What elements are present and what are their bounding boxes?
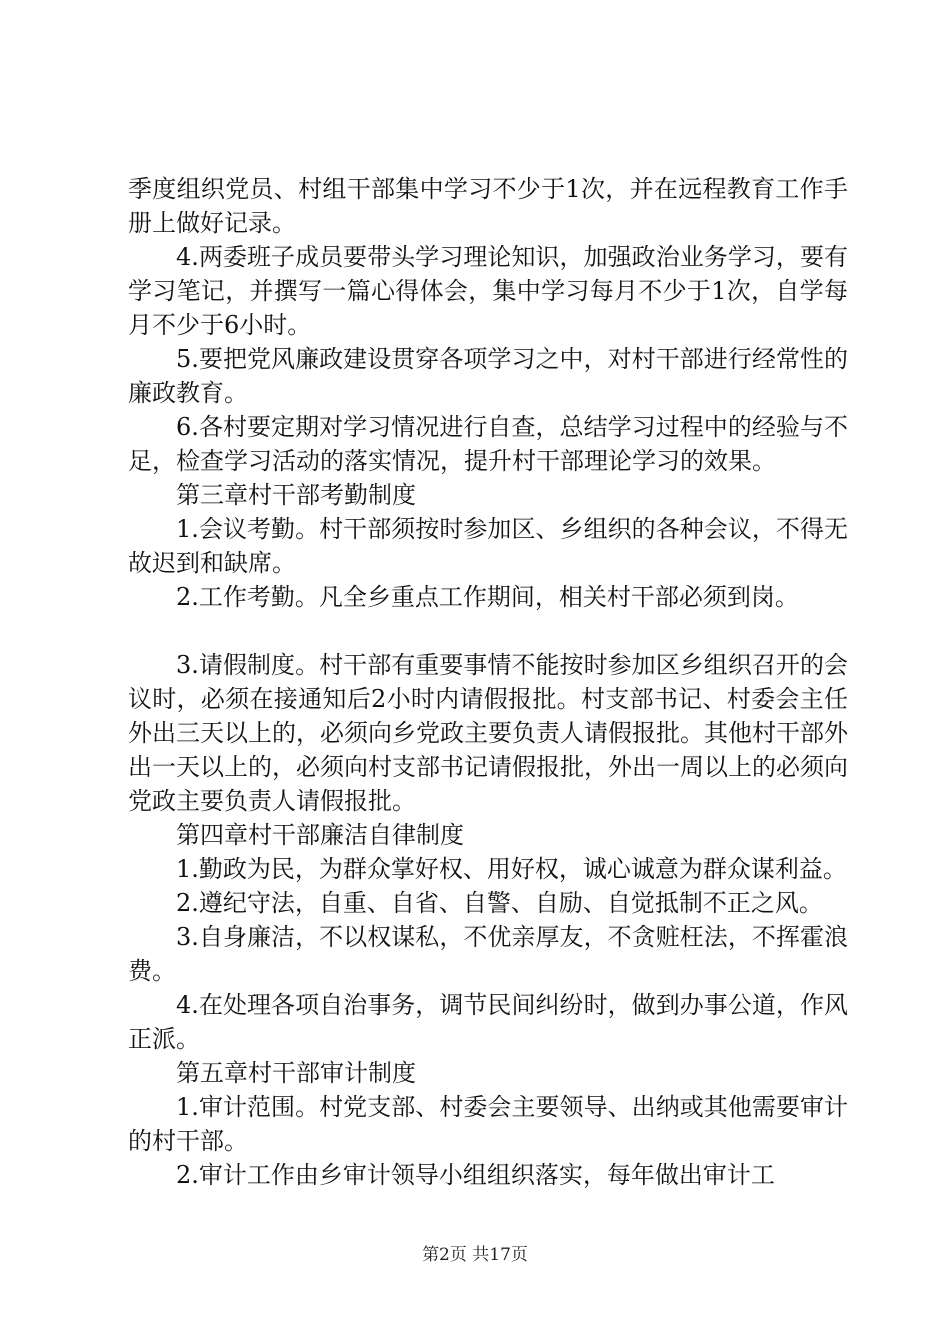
paragraph: 4.在处理各项自治事务，调节民间纠纷时，做到办事公道，作风正派。: [128, 991, 848, 1053]
document-body: [128, 172, 848, 1192]
paragraph: 3.自身廉洁，不以权谋私，不优亲厚友，不贪赃枉法，不挥霍浪费。: [128, 923, 848, 985]
paragraph: 2.遵纪守法，自重、自省、自警、自励、自觉抵制不正之风。: [176, 889, 823, 917]
paragraph: 3.请假制度。村干部有重要事情不能按时参加区乡组织召开的会议时，必须在接通知后2小时内请假报批。村支部书记、村委会主任外出三天以上的，必须向乡党政主要负责人请假报批。其他村干部外出一天以上的，必须向村支部书记请假报批，外出一周以上的必须向党政主要负责人请假报批。: [128, 651, 848, 815]
paragraph: 2.审计工作由乡审计领导小组组织落实，每年做出审计工: [176, 1161, 775, 1189]
paragraph: 6.各村要定期对学习情况进行自查，总结学习过程中的经验与不足，检查学习活动的落实情况，提升村干部理论学习的效果。: [128, 413, 848, 475]
chapter-heading: 第三章村干部考勤制度: [176, 481, 416, 509]
chapter-heading: 第五章村干部审计制度: [176, 1059, 416, 1087]
page-number: 第2页 共17页: [422, 1245, 528, 1265]
paragraph: 4.两委班子成员要带头学习理论知识，加强政治业务学习，要有学习笔记，并撰写一篇心得体会，集中学习每月不少于1次，自学每月不少于6小时。: [128, 243, 848, 339]
chapter-heading: 第四章村干部廉洁自律制度: [176, 821, 464, 849]
paragraph: 2.工作考勤。凡全乡重点工作期间，相关村干部必须到岗。: [176, 583, 799, 611]
paragraph: 季度组织党员、村组干部集中学习不少于1次，并在远程教育工作手册上做好记录。: [128, 175, 848, 237]
page-footer: [0, 1240, 950, 1265]
paragraph: 1.勤政为民，为群众掌好权、用好权，诚心诚意为群众谋利益。: [176, 855, 847, 883]
paragraph: 1.会议考勤。村干部须按时参加区、乡组织的各种会议，不得无故迟到和缺席。: [128, 515, 848, 577]
paragraph: 1.审计范围。村党支部、村委会主要领导、出纳或其他需要审计的村干部。: [128, 1093, 848, 1155]
paragraph: 5.要把党风廉政建设贯穿各项学习之中，对村干部进行经常性的廉政教育。: [128, 345, 848, 407]
